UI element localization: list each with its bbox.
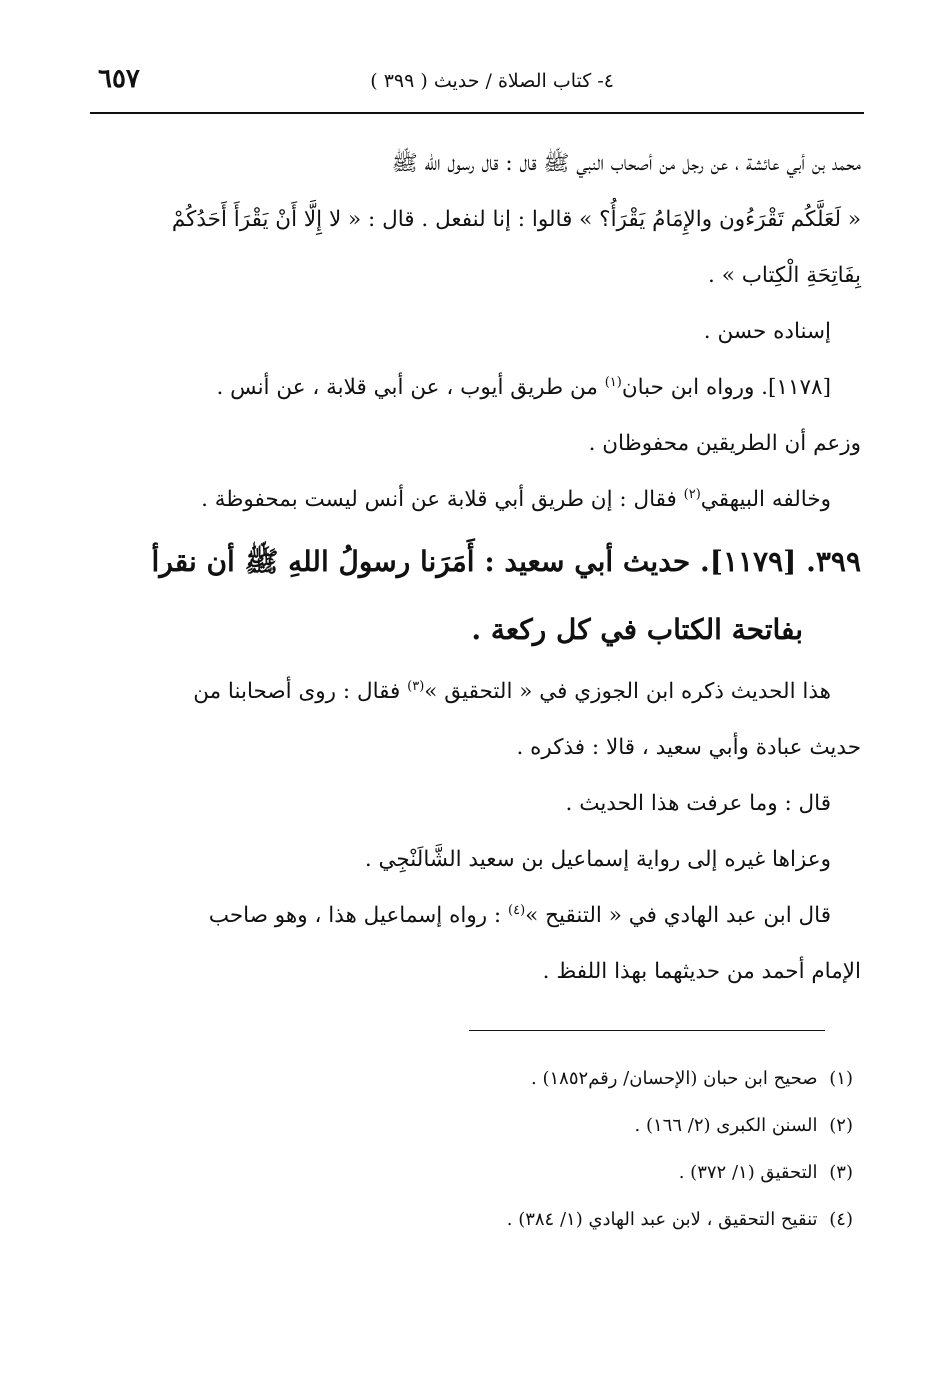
hadith-heading <box>85 528 861 664</box>
footnote-item <box>153 1149 853 1196</box>
paragraph-text: من طريق أيوب ، عن أبي قلابة ، عن أنس . <box>216 375 605 400</box>
text-line: محمد بن أبي عائشة ، عن رجل من أصحاب النبي ﷺ قال : قال رسول الله ﷺ <box>391 151 861 176</box>
text-line: وعزاها غيره إلى رواية إسماعيل بن سعيد الشَّالَنْجِي . <box>364 847 831 872</box>
page-header <box>88 58 864 104</box>
text-line: وزعم أن الطريقين محفوظان . <box>588 431 861 456</box>
paragraph-text: : رواه إسماعيل هذا ، وهو صاحب <box>208 903 508 928</box>
footnote-text: تنقيح التحقيق ، لابن عبد الهادي (١/ ٣٨٤) . <box>506 1209 818 1230</box>
footnote-text: التحقيق (١/ ٣٧٢) . <box>678 1162 818 1183</box>
footnote-item <box>153 1055 853 1102</box>
body-text-upper <box>85 136 861 528</box>
text-line: حديث عبادة وأبي سعيد ، قالا : فذكره . <box>516 735 861 760</box>
footnote-ref[interactable]: (٣) <box>407 678 425 694</box>
footnote-item <box>153 1102 853 1149</box>
text-line: قال : وما عرفت هذا الحديث . <box>565 791 831 816</box>
paragraph-1178 <box>85 360 861 416</box>
text-line: بِفَاتِحَةِ الْكِتاب » . <box>708 263 861 288</box>
footnote-number: (٣) <box>829 1162 853 1183</box>
paragraph-text: هذا الحديث ذكره ابن الجوزي في « التحقيق » <box>424 679 831 704</box>
header-rule <box>90 112 864 114</box>
hadith-heading-line: بفاتحة الكتاب في كل ركعة . <box>471 613 803 646</box>
paragraph-bayhaqi <box>85 472 861 528</box>
footnote-text: صحيح ابن حبان (الإحسان/ رقم١٨٥٢) . <box>531 1068 818 1089</box>
paragraph-text: فقال : روى أصحابنا من <box>193 679 408 704</box>
body-text-lower <box>85 664 861 1000</box>
paragraph-text: قال ابن عبد الهادي في « التنقيح » <box>525 903 831 928</box>
footnote-separator <box>469 1030 825 1031</box>
footnote-ref[interactable]: (١) <box>604 374 622 390</box>
footnote-number: (١) <box>829 1068 853 1089</box>
footnote-text: السنن الكبرى (٢/ ١٦٦) . <box>634 1115 818 1136</box>
text-line: « لَعَلَّكُم تَقْرَءُون والإِمَامُ يَقْرَأُ؟ » قالوا : إنا لنفعل . قال : « لا إِلَّا أَنْ يَقْرَأَ أَحَدُكُمْ <box>171 207 861 232</box>
footnote-number: (٢) <box>829 1115 853 1136</box>
running-head: ٤- كتاب الصلاة / حديث ( ٣٩٩ ) <box>370 70 614 92</box>
footnotes <box>153 1055 853 1243</box>
paragraph-text: وخالفه البيهقي <box>700 487 831 512</box>
paragraph-text: [١١٧٨]. ورواه ابن حبان <box>621 375 831 400</box>
footnote-item <box>153 1196 853 1243</box>
paragraph-hadi <box>85 888 861 944</box>
footnote-ref[interactable]: (٤) <box>508 902 526 918</box>
text-line: الإمام أحمد من حديثهما بهذا اللفظ . <box>542 959 861 984</box>
footnote-number: (٤) <box>829 1209 853 1230</box>
paragraph-jawzi <box>85 664 861 720</box>
paragraph-text: فقال : إن طريق أبي قلابة عن أنس ليست بمحفوظة . <box>201 487 684 512</box>
page-number: ٦٥٧ <box>98 64 140 94</box>
footnote-ref[interactable]: (٢) <box>683 486 701 502</box>
hadith-heading-line: ٣٩٩. [١١٧٩]. حديث أبي سعيد : أَمَرَنا رسولُ اللهِ ﷺ أن نقرأ <box>151 545 861 578</box>
isnad-line: إسناده حسن . <box>703 319 831 344</box>
